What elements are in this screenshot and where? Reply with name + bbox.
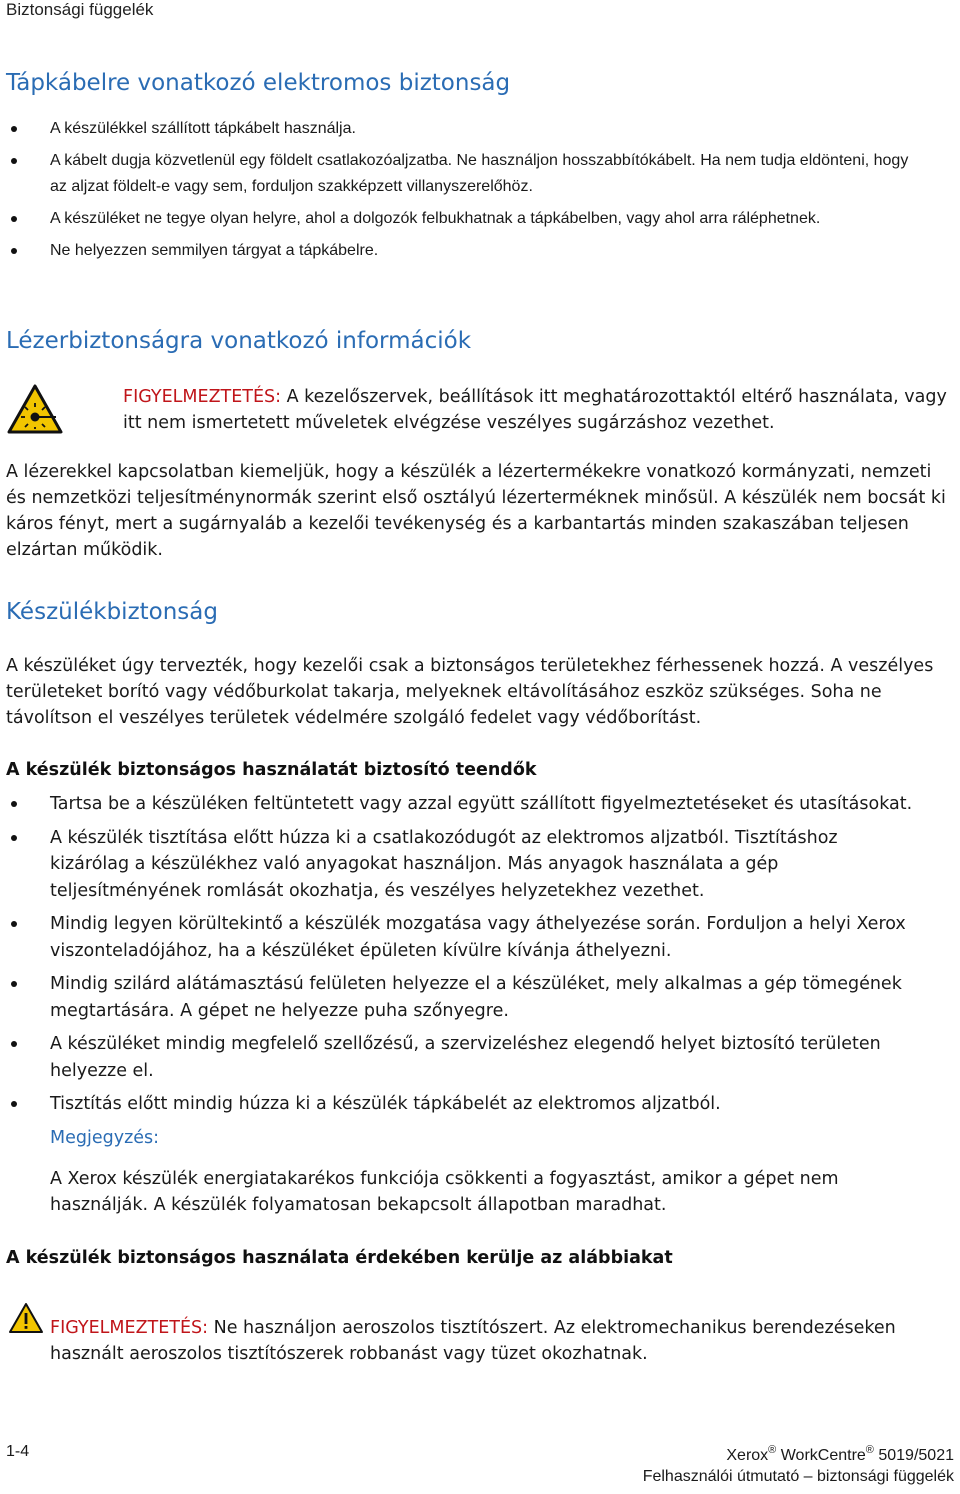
page-number: 1-4 (6, 1443, 30, 1460)
power-safety-list (0, 116, 960, 264)
warning-triangle-icon (8, 1302, 44, 1334)
list-item: A készülék tisztítása előtt húzza ki a csatlakozódugót az elektromos aljzatból. Tisztításhoz kizárólag a készülékhez való anyagokat használjon. Más anyagok használata a gép teljesítményének romlását okozhatja, és veszélyes helyzetekhez vezethet. (0, 825, 900, 905)
list-item: Tisztítás előtt mindig húzza ki a készülék tápkábelét az elektromos aljzatból. (0, 1091, 960, 1118)
warning-label: FIGYELMEZTETÉS: (123, 387, 282, 407)
aerosol-warning-text: FIGYELMEZTETÉS: Ne használjon aeroszolos tisztítószert. Az elektromechanikus berendezéseken használt aeroszolos tisztítószerek robbanást vagy tüzet okozhatnak. (50, 1318, 896, 1364)
power-safety-title: Tápkábelre vonatkozó elektromos biztonság (6, 70, 511, 96)
list-item: Tartsa be a készüléken feltüntetett vagy azzal együtt szállított figyelmeztetéseket és utasításokat. (0, 791, 960, 818)
list-item: Mindig szilárd alátámasztású felületen helyezze el a készüléket, mely alkalmas a gép tömegének megtartására. A gépet ne helyezze puha szőnyegre. (0, 971, 910, 1024)
list-item: Mindig legyen körültekintő a készülék mozgatása vagy áthelyezése során. Forduljon a helyi Xerox viszonteladójához, ha a készüléket épületen kívülre kívánja áthelyezni. (0, 911, 920, 964)
list-item: A kábelt dugja közvetlenül egy földelt csatlakozóaljzatba. Ne használjon hosszabbítókábelt. Ha nem tudja eldönteni, hogy az aljzat földelt-e vagy sem, forduljon szakképzett villanyszerelőhöz. (0, 148, 910, 200)
note-label: Megjegyzés: (50, 1128, 160, 1148)
device-paragraph: A készüléket úgy tervezték, hogy kezelői csak a biztonságos területekhez férhessenek hozzá. A veszélyes területeket borító vagy védőburkolat takarja, melyeknek eltávolításához eszköz szükséges. Soha ne távolítson el veszélyes területek védelmére szolgáló fedelet vagy védőborítást. (6, 656, 934, 728)
note-text: A Xerox készülék energiatakarékos funkciója csökkenti a fogyasztást, amikor a gépet nem használják. A készülék folyamatosan bekapcsolt állapotban maradhat. (50, 1169, 839, 1215)
laser-warning-text: FIGYELMEZTETÉS: A kezelőszervek, beállítások itt meghatározottaktól eltérő használata, vagy itt nem ismertetett műveletek elvégzése veszélyes sugárzáshoz vezethet. (123, 387, 947, 433)
running-header: Biztonsági függelék (6, 0, 154, 19)
list-item: A készülékkel szállított tápkábelt használja. (0, 116, 960, 142)
todo-list (0, 791, 960, 1118)
warning-label: FIGYELMEZTETÉS: (50, 1318, 209, 1338)
list-item: A készüléket ne tegye olyan helyre, ahol a dolgozók felbukhatnak a tápkábelben, vagy ahol arra ráléphetnek. (0, 206, 910, 232)
avoid-title: A készülék biztonságos használata érdekében kerülje az alábbiakat (6, 1248, 673, 1268)
laser-safety-title: Lézerbiztonságra vonatkozó információk (6, 328, 472, 354)
todo-title: A készülék biztonságos használatát biztosító teendők (6, 760, 537, 780)
list-item: Ne helyezzen semmilyen tárgyat a tápkábelre. (0, 238, 960, 264)
product-line: Xerox® WorkCentre® 5019/5021 (726, 1444, 954, 1464)
device-safety-title: Készülékbiztonság (6, 599, 218, 625)
laser-paragraph: A lézerekkel kapcsolatban kiemeljük, hogy a készülék a lézertermékekre vonatkozó kormányzati, nemzeti és nemzetközi teljesítménynormák szerint első osztályú lézerterméknek minősül. A készülék nem bocsát ki káros fényt, mert a sugárnyaláb a kezelői tevékenység és a karbantartás minden szakaszában teljesen elzártan működik. (6, 462, 946, 560)
list-item: A készüléket mindig megfelelő szellőzésű, a szervizeléshez elegendő helyet biztosító területen helyezze el. (0, 1031, 910, 1084)
laser-warning-icon (6, 383, 64, 435)
footer-subtitle: Felhasználói útmutató – biztonsági függelék (642, 1468, 954, 1485)
